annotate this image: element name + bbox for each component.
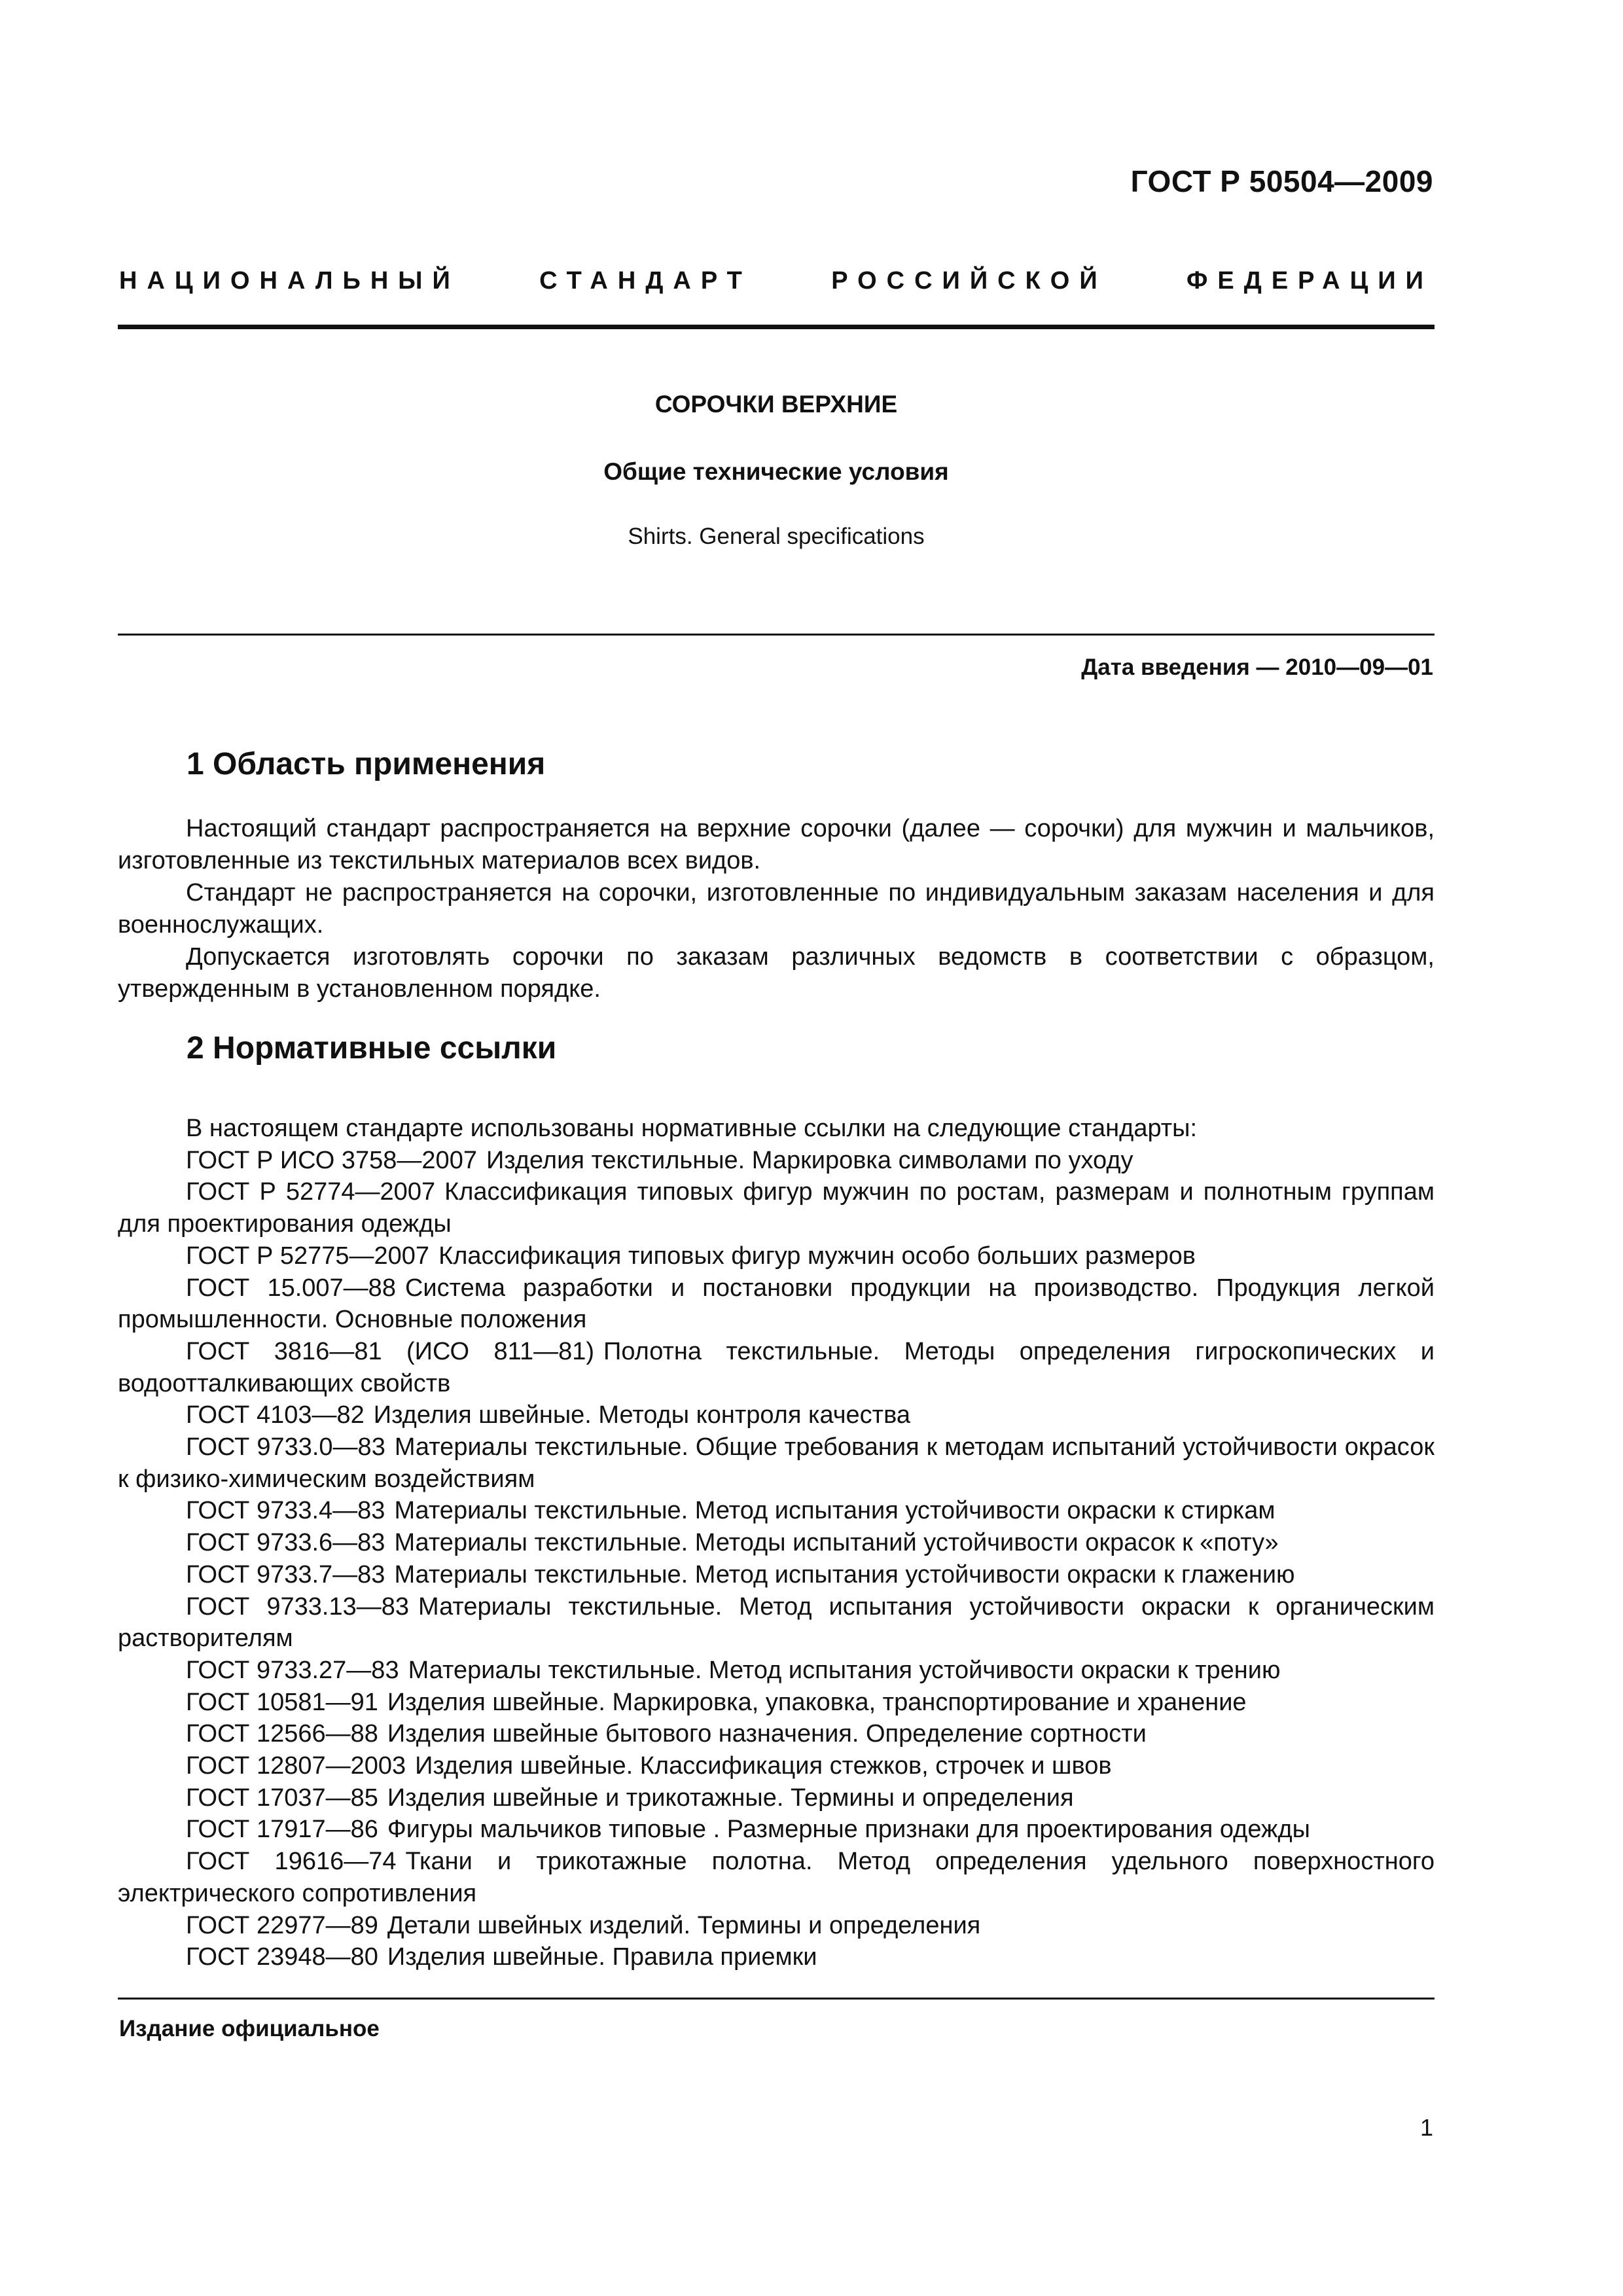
reference-title: Полотна текстильные. Методы определения гигроскопических и водоотталкивающих свойств xyxy=(118,1337,1435,1397)
document-subtitle: Общие технические условия xyxy=(603,458,949,485)
reference-item xyxy=(118,1559,1435,1591)
footer-divider xyxy=(118,1998,1435,2000)
reference-code: ГОСТ 15.007—88 xyxy=(186,1274,396,1302)
edition-note: Издание официальное xyxy=(119,2016,380,2041)
reference-item xyxy=(118,1941,1435,1973)
reference-item xyxy=(118,1145,1435,1177)
reference-code: ГОСТ 4103—82 xyxy=(186,1401,365,1429)
reference-code: ГОСТ 9733.0—83 xyxy=(186,1433,385,1462)
reference-code: ГОСТ 12566—88 xyxy=(186,1720,378,1748)
reference-code: ГОСТ 9733.27—83 xyxy=(186,1656,399,1684)
reference-code: ГОСТ 3816—81 (ИСО 811—81) xyxy=(186,1337,595,1365)
section-1-paragraph: Допускается изготовлять сорочки по заказам различных ведомств в соответствии с образцом, утвержденным в установленном порядке. xyxy=(118,943,1435,1003)
section-1-paragraph: Стандарт не распространяется на сорочки, изготовленные по индивидуальным заказам населения и для военнослужащих. xyxy=(118,879,1435,939)
reference-item xyxy=(118,1814,1435,1846)
reference-item xyxy=(118,1655,1435,1687)
reference-item xyxy=(118,1336,1435,1399)
document-code: ГОСТ Р 50504—2009 xyxy=(1130,164,1433,198)
reference-code: ГОСТ 17037—85 xyxy=(186,1784,378,1812)
reference-title: Материалы текстильные. Метод испытания устойчивости окраски к глажению xyxy=(394,1560,1295,1588)
reference-title: Изделия текстильные. Маркировка символами по уходу xyxy=(486,1146,1133,1174)
section-1-paragraph: Настоящий стандарт распространяется на верхние сорочки (далее — сорочки) для мужчин и мальчиков, изготовленные из текстильных материалов всех видов. xyxy=(118,815,1435,874)
reference-code: ГОСТ Р ИСО 3758—2007 xyxy=(186,1146,477,1174)
header-divider xyxy=(118,325,1435,329)
reference-title: Детали швейных изделий. Термины и определения xyxy=(387,1911,981,1939)
reference-item xyxy=(118,1176,1435,1240)
reference-title: Изделия швейные. Маркировка, упаковка, транспортирование и хранение xyxy=(387,1688,1247,1716)
reference-title: Ткани и трикотажные полотна. Метод определения удельного поверхностного электрического сопротивления xyxy=(118,1848,1435,1907)
section-1-body xyxy=(118,813,1435,1005)
reference-title: Материалы текстильные. Метод испытания устойчивости окраски к стиркам xyxy=(394,1497,1275,1525)
reference-title: Материалы текстильные. Методы испытаний устойчивости окрасок к «поту» xyxy=(394,1529,1279,1557)
reference-code: ГОСТ 22977—89 xyxy=(186,1911,378,1939)
section-1-heading: 1 Область применения xyxy=(187,747,546,781)
reference-item xyxy=(118,1399,1435,1431)
reference-code: ГОСТ 10581—91 xyxy=(186,1688,378,1716)
reference-code: ГОСТ 17917—86 xyxy=(186,1816,378,1844)
reference-code: ГОСТ 9733.13—83 xyxy=(186,1592,409,1621)
document-title: СОРОЧКИ ВЕРХНИЕ xyxy=(654,391,898,418)
normative-references-list xyxy=(118,1113,1435,1973)
reference-item xyxy=(118,1240,1435,1272)
references-container xyxy=(118,1145,1435,1973)
reference-code: ГОСТ 9733.7—83 xyxy=(186,1560,385,1588)
reference-item xyxy=(118,1687,1435,1719)
reference-code: ГОСТ Р 52774—2007 xyxy=(186,1178,436,1206)
reference-title: Материалы текстильные. Общие требования к методам испытаний устойчивости окрасок к физико-химическим воздействиям xyxy=(118,1433,1435,1493)
reference-item xyxy=(118,1527,1435,1559)
reference-code: ГОСТ 9733.4—83 xyxy=(186,1497,385,1525)
reference-title: Система разработки и постановки продукции на производство. Продукция легкой промышленности. Основные положения xyxy=(118,1274,1435,1334)
reference-title: Классификация типовых фигур мужчин по ростам, размерам и полнотным группам для проектирования одежды xyxy=(118,1178,1435,1238)
page-number: 1 xyxy=(1419,2114,1433,2141)
reference-title: Классификация типовых фигур мужчин особо больших размеров xyxy=(438,1242,1196,1270)
national-standard-banner: НАЦИОНАЛЬНЫЙ СТАНДАРТ РОССИЙСКОЙ ФЕДЕРАЦИИ xyxy=(119,267,1433,295)
reference-item xyxy=(118,1718,1435,1750)
document-title-english: Shirts. General specifications xyxy=(628,524,925,549)
reference-item xyxy=(118,1495,1435,1527)
reference-code: ГОСТ 19616—74 xyxy=(186,1848,397,1876)
section-2-heading: 2 Нормативные ссылки xyxy=(187,1031,557,1066)
reference-title: Изделия швейные и трикотажные. Термины и определения xyxy=(387,1784,1074,1812)
reference-title: Материалы текстильные. Метод испытания устойчивости окраски к органическим растворителям xyxy=(118,1592,1435,1653)
reference-item xyxy=(118,1750,1435,1782)
reference-code: ГОСТ Р 52775—2007 xyxy=(186,1242,430,1270)
reference-code: ГОСТ 12807—2003 xyxy=(186,1752,406,1780)
reference-item xyxy=(118,1431,1435,1495)
reference-title: Изделия швейные бытового назначения. Определение сортности xyxy=(387,1720,1147,1748)
reference-code: ГОСТ 9733.6—83 xyxy=(186,1529,385,1557)
reference-title: Изделия швейные. Правила приемки xyxy=(387,1943,817,1971)
reference-title: Изделия швейные. Классификация стежков, строчек и швов xyxy=(415,1752,1112,1780)
reference-title: Фигуры мальчиков типовые . Размерные признаки для проектирования одежды xyxy=(387,1816,1310,1844)
reference-item xyxy=(118,1591,1435,1655)
reference-item xyxy=(118,1782,1435,1814)
introduction-date: Дата введения — 2010—09—01 xyxy=(1081,655,1433,680)
reference-item xyxy=(118,1272,1435,1336)
reference-title: Материалы текстильные. Метод испытания устойчивости окраски к трению xyxy=(408,1656,1281,1684)
reference-code: ГОСТ 23948—80 xyxy=(186,1943,378,1971)
title-divider xyxy=(118,634,1435,636)
reference-item xyxy=(118,1910,1435,1942)
reference-item xyxy=(118,1846,1435,1909)
references-intro: В настоящем стандарте использованы нормативные ссылки на следующие стандарты: xyxy=(186,1115,1198,1142)
reference-title: Изделия швейные. Методы контроля качества xyxy=(373,1401,910,1429)
